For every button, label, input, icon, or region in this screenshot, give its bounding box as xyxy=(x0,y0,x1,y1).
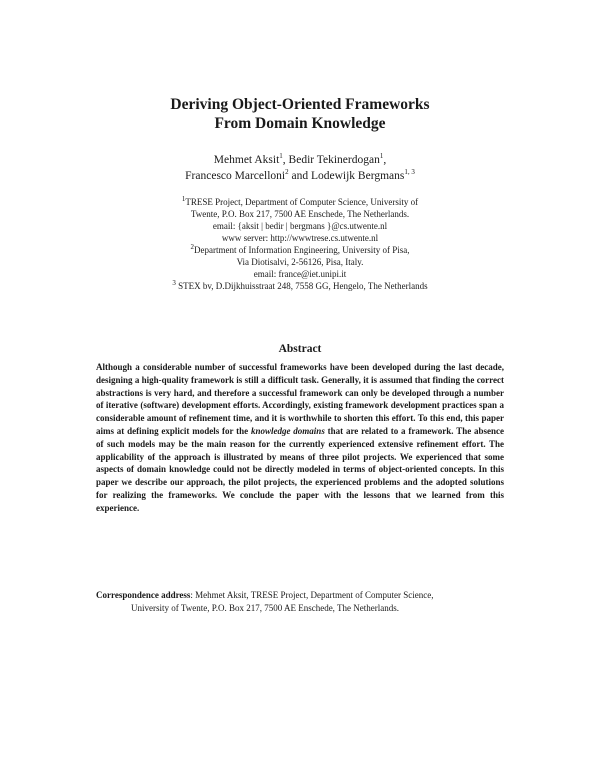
title-line-2: From Domain Knowledge xyxy=(214,115,386,132)
affiliation-text: TRESE Project, Department of Computer Science, University of xyxy=(185,197,419,207)
author-line-2 xyxy=(0,168,600,184)
affiliation-web-server: www server: http://wwwtrese.cs.utwente.nl xyxy=(221,233,379,243)
author-list xyxy=(0,152,600,184)
affiliation-text: STEX bv, D.Dijkhuisstraat 248, 7558 GG, Hengelo, The Netherlands xyxy=(178,281,428,291)
author-line-1 xyxy=(0,152,600,168)
author-name: Bedir Tekinerdogan xyxy=(288,154,380,166)
affiliation-email: email: france@iet.unipi.it xyxy=(253,269,347,279)
author-name: Lodewijk Bergmans xyxy=(310,170,405,182)
correspondence-address xyxy=(96,589,504,614)
affiliation-email: email: {aksit | bedir | bergmans }@cs.utwente.nl xyxy=(212,221,388,231)
author-separator: , xyxy=(383,154,387,166)
affiliation-line: Twente, P.O. Box 217, 7500 AE Enschede, The Netherlands. xyxy=(190,209,410,219)
correspondence-line-2: University of Twente, P.O. Box 217, 7500 AE Enschede, The Netherlands. xyxy=(131,602,399,613)
affiliation-2 xyxy=(0,244,600,280)
affiliation-mark: 1 xyxy=(181,195,186,203)
abstract-text: that are related to a framework. The absence of such models may be the main reason for the currently experienced extensive refinement effort. The applicability of the approach is illustrated by means of three pilot projects. We experienced that some aspects of domain knowledge could not be directly modeled in terms of object-oriented concepts. In this paper we describe our approach, the pilot projects, the experienced problems and the adopted solutions for realizing the frameworks. We conclude the paper with the lessons that we learned from this experience. xyxy=(96,425,505,513)
affiliation-line xyxy=(0,196,600,208)
author-affiliation-mark: 2 xyxy=(285,168,289,177)
affiliation-3 xyxy=(0,280,600,292)
affiliation-line: Via Diotisalvi, 2-56126, Pisa, Italy. xyxy=(236,257,364,267)
affiliation-list xyxy=(0,196,600,292)
paper-title xyxy=(0,95,600,133)
author-separator: and xyxy=(288,170,311,182)
author-name: Francesco Marcelloni xyxy=(185,170,286,182)
title-line-1: Deriving Object-Oriented Frameworks xyxy=(170,96,430,113)
correspondence-line-1: : Mehmet Aksit, TRESE Project, Department of Computer Science, xyxy=(190,590,434,600)
affiliation-text: Department of Information Engineering, University of Pisa, xyxy=(194,245,410,255)
author-name: Mehmet Aksit xyxy=(213,154,280,166)
abstract-text: Although a considerable number of successful frameworks have been developed during the last decade, designing a high-quality framework is still a difficult task. Generally, it is assumed that finding the correct abstractions is very hard, and therefore a successful framework can only be developed through a number of iterative (software) development efforts. Accordingly, existing framework development practices span a considerable amount of refinement time, and it is worthwhile to shorten this effort. To this end, this paper aims at defining explicit models for the xyxy=(96,362,504,436)
author-affiliation-mark: 1 xyxy=(279,152,283,161)
abstract-emphasis: knowledge domains xyxy=(251,425,325,436)
correspondence-label: Correspondence address xyxy=(96,590,191,600)
affiliation-mark: 2 xyxy=(190,243,195,251)
affiliation-1 xyxy=(0,196,600,244)
author-separator: , xyxy=(282,154,289,166)
author-affiliation-mark: 1 xyxy=(379,152,384,161)
abstract-heading: Abstract xyxy=(278,343,322,355)
affiliation-mark: 3 xyxy=(172,279,176,287)
author-affiliation-mark: 1, 3 xyxy=(404,168,415,177)
abstract-body xyxy=(96,361,504,515)
affiliation-line xyxy=(0,244,600,256)
affiliation-line xyxy=(0,280,600,292)
